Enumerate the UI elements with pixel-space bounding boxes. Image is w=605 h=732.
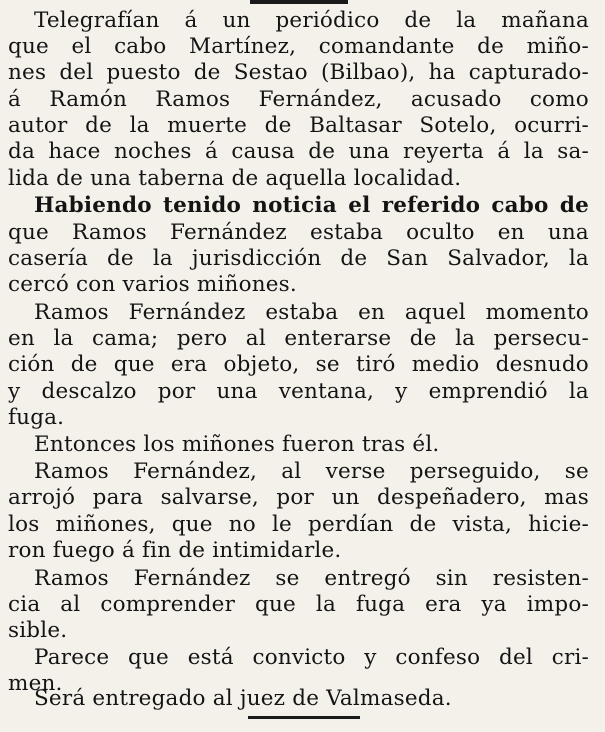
article-line: da hace noches á causa de una reyerta á la sa- xyxy=(8,139,589,164)
article-line: Parece que está convicto y confeso del cri- xyxy=(34,645,589,670)
top-column-rule xyxy=(250,0,348,4)
bottom-column-rule xyxy=(248,716,360,719)
article-line: casería de la jurisdicción de San Salvador, la xyxy=(8,246,589,271)
article-line: Será entregado al juez de Valmaseda. xyxy=(34,686,452,711)
article-line: que el cabo Martínez, comandante de miño- xyxy=(8,34,589,59)
article-line: cia al comprender que la fuga era ya impo- xyxy=(8,592,589,617)
article-line-bold: Habiendo tenido noticia el referido cabo de xyxy=(34,193,589,218)
article-line: ción de que era objeto, se tiró medio desnudo xyxy=(8,352,589,377)
article-line: que Ramos Fernández estaba oculto en una xyxy=(8,220,589,245)
article-line: Entonces los miñones fueron tras él. xyxy=(34,432,440,457)
article-line: á Ramón Ramos Fernández, acusado como xyxy=(8,87,589,112)
article-line: Ramos Fernández, al verse perseguido, se xyxy=(34,459,589,484)
article-line: arrojó para salvarse, por un despeñadero, mas xyxy=(8,485,589,510)
article-line: nes del puesto de Sestao (Bilbao), ha capturado- xyxy=(8,60,589,85)
article-line: cercó con varios miñones. xyxy=(8,272,297,297)
article-line: Telegrafían á un periódico de la mañana xyxy=(34,8,589,33)
article-line: autor de la muerte de Baltasar Sotelo, ocurri- xyxy=(8,113,589,138)
article-line: fuga. xyxy=(8,405,65,430)
article-line: sible. xyxy=(8,618,68,643)
article-line: los miñones, que no le perdían de vista, hicie- xyxy=(8,512,589,537)
article-line: men. xyxy=(8,671,63,696)
article-line: Ramos Fernández se entregó sin resisten- xyxy=(34,566,589,591)
article-line: ron fuego á fin de intimidarle. xyxy=(8,538,342,563)
article-line: lida de una taberna de aquella localidad. xyxy=(8,166,462,191)
article-line: y descalzo por una ventana, y emprendió la xyxy=(8,379,589,404)
article-line: en la cama; pero al enterarse de la persecu- xyxy=(8,326,589,351)
article-line: Ramos Fernández estaba en aquel momento xyxy=(34,300,589,325)
cropped-next-article-fragment xyxy=(34,726,574,732)
